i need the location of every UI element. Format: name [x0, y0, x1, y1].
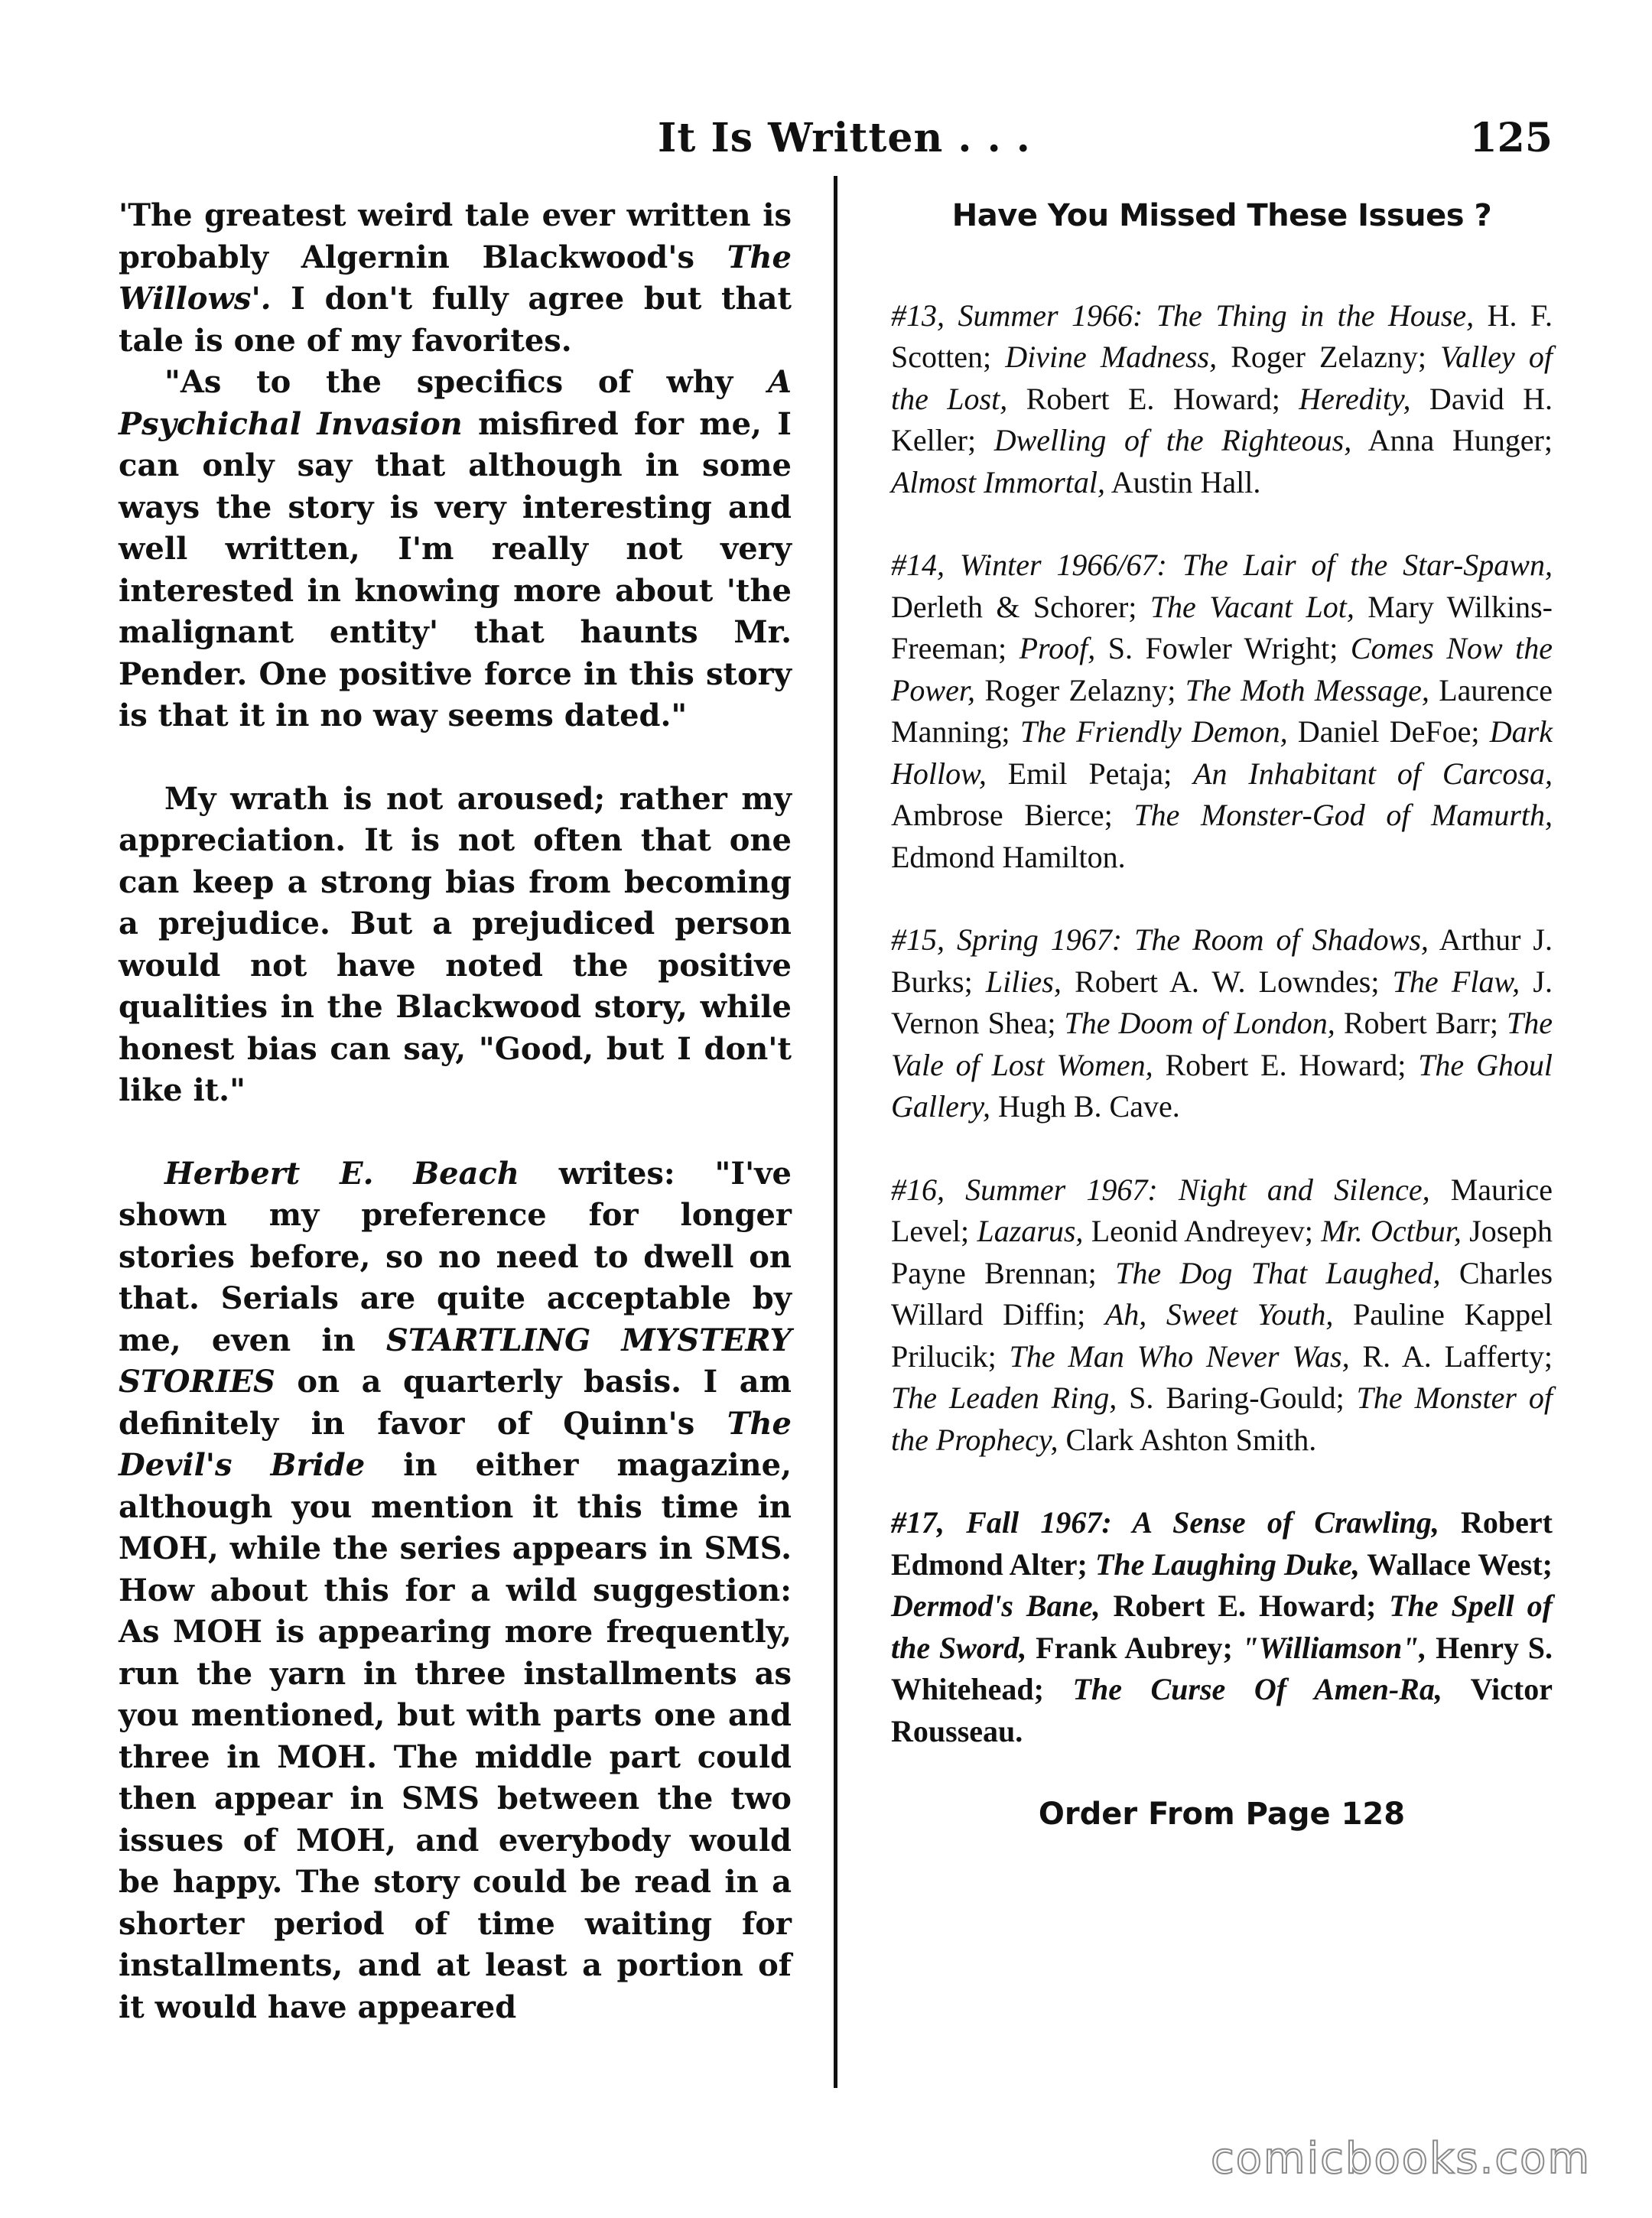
text-run: Laurence Manning;	[891, 672, 1553, 749]
text-run: Robert E. Howard;	[1100, 1589, 1390, 1623]
italic-text-run: Dwelling of the Righteous,	[993, 423, 1352, 457]
text-run: Maurice Level;	[891, 1172, 1553, 1248]
italic-text-run: An Inhabitant of Carcosa,	[1193, 756, 1553, 791]
italic-text-run: #15, Spring 1967: The Room of Shadows,	[891, 922, 1429, 957]
text-run: Roger Zelazny;	[1217, 340, 1441, 374]
italic-text-run: Herbert E. Beach	[164, 1155, 519, 1192]
watermark-logo: comicbooks.com	[1210, 2134, 1591, 2184]
text-run: in either magazine, although you mention it this time in MOH, while the series appears in SMS. How about this for a wild suggestion: As MOH is appearing more frequently, run the yarn in three installments as you mentioned, but with parts one and three in MOH. The middle part could then appear in SMS between the two issues of MOH, and everybody would be happy. The story could be read in a shorter period of time waiting for installments, and at least a portion of it would have appeared	[119, 1447, 792, 2025]
italic-text-run: The Moth Message,	[1185, 672, 1429, 707]
text-run: Joseph Payne Brennan;	[891, 1214, 1553, 1290]
italic-text-run: The Vale of Lost Women,	[891, 1006, 1553, 1082]
text-run: Victor Rousseau.	[891, 1672, 1553, 1748]
italic-text-run: The Curse Of Amen-Ra,	[1072, 1672, 1442, 1706]
issue-13-entry	[891, 295, 1553, 504]
text-run: S. Baring-Gould;	[1117, 1381, 1357, 1415]
text-run: Robert E. Howard;	[1007, 381, 1299, 416]
italic-text-run: #16, Summer 1967: Night and Silence,	[891, 1172, 1430, 1207]
italic-text-run: Heredity,	[1299, 381, 1411, 416]
text-run: Pauline Kappel Prilucik;	[891, 1297, 1553, 1374]
order-footer: Order From Page 128	[1038, 1797, 1406, 1832]
text-run: Robert Edmond Alter;	[891, 1505, 1553, 1582]
italic-text-run: Almost Immortal,	[891, 464, 1105, 499]
text-run: Robert Barr;	[1335, 1006, 1507, 1040]
italic-text-run: Comes Now the Power,	[891, 631, 1553, 707]
text-run: on a quarterly basis. I am definitely in favor of Quinn's	[119, 1364, 792, 1442]
italic-text-run: A Psychichal Invasion	[119, 364, 792, 442]
text-run: I don't fully agree but that tale is one of my favorites.	[119, 281, 792, 359]
italic-text-run: "Williamson",	[1241, 1630, 1427, 1665]
text-run: "As to the specifics of why	[164, 364, 768, 400]
italic-text-run: The Monster-God of Mamurth,	[1133, 798, 1553, 832]
text-run: My wrath is not aroused; rather my appreciation. It is not often that one can keep a strong bias from becoming a prejudice. But a prejudiced person would not have noted the positive qualities in the Blackwood story, while honest bias can say, "Good, but I don't like it."	[119, 780, 792, 1108]
text-run: Anna Hunger;	[1351, 423, 1553, 457]
italic-text-run: #14, Winter 1966/67: The Lair of the Star-Spawn,	[891, 548, 1553, 582]
text-run: S. Fowler Wright;	[1095, 631, 1351, 665]
text-run: Edmond Hamilton.	[891, 839, 1126, 874]
italic-text-run: The Man Who Never Was,	[1009, 1338, 1350, 1374]
letters-column	[119, 195, 792, 2028]
text-run: Emil Petaja;	[986, 756, 1194, 791]
text-run: Robert E. Howard;	[1153, 1047, 1419, 1082]
issue-17-entry	[891, 1502, 1553, 1752]
text-run: Wallace West;	[1359, 1546, 1553, 1582]
text-run: Derleth & Schorer;	[891, 589, 1150, 624]
italic-text-run: Dark Hollow,	[891, 714, 1553, 791]
italic-text-run: The Doom of London,	[1064, 1006, 1335, 1040]
back-issues-heading: Have You Missed These Issues ?	[951, 198, 1492, 233]
italic-text-run: #17, Fall 1967: A Sense of Crawling,	[891, 1505, 1439, 1540]
issue-14-entry	[891, 545, 1553, 878]
italic-text-run: Ah, Sweet Youth,	[1104, 1297, 1334, 1332]
text-run: Robert A. W. Lowndes;	[1061, 964, 1393, 999]
italic-text-run: The Ghoul Gallery,	[891, 1047, 1553, 1124]
italic-text-run: The Willows'.	[119, 239, 792, 317]
italic-text-run: Proof,	[1019, 631, 1096, 665]
text-run: Mary Wilkins-Freeman;	[891, 589, 1553, 665]
italic-text-run: The Spell of the Sword,	[891, 1589, 1553, 1665]
left-paragraph-1	[119, 195, 792, 362]
left-paragraph-3	[119, 779, 792, 1112]
text-run: Charles Willard Diffin;	[891, 1255, 1553, 1332]
text-run: Clark Ashton Smith.	[1058, 1422, 1317, 1457]
italic-text-run: Mr. Octbur,	[1321, 1214, 1462, 1248]
page-number: 125	[1469, 115, 1553, 161]
text-run: 'The greatest weird tale ever written is probably Algernin Blackwood's	[119, 197, 792, 275]
text-run: Leonid Andreyev;	[1083, 1214, 1322, 1248]
text-run: misfired for me, I can only say that although in some ways the story is very interesting and well written, I'm really not very interested in knowing more about 'the malignant entity' that haunts Mr. Pender. One positive force in this story is that it in no way seems dated."	[119, 405, 792, 733]
italic-text-run: #13, Summer 1966: The Thing in the House,	[891, 298, 1475, 333]
italic-text-run: The Leaden Ring,	[891, 1381, 1117, 1415]
back-issues-column	[891, 195, 1553, 1836]
left-paragraph-4	[119, 1153, 792, 2029]
italic-text-run: Lazarus,	[977, 1214, 1084, 1248]
column-divider	[834, 176, 837, 2088]
text-run: Roger Zelazny;	[975, 672, 1185, 707]
italic-text-run: The Friendly Demon,	[1019, 714, 1288, 749]
italic-text-run: Lilies,	[985, 964, 1062, 999]
text-run: J. Vernon Shea;	[891, 964, 1553, 1040]
italic-text-run: Dermod's Bane,	[891, 1589, 1101, 1623]
text-run: Austin Hall.	[1105, 464, 1261, 499]
italic-text-run: The Monster of the Prophecy,	[891, 1381, 1553, 1457]
text-run: H. F. Scotten;	[891, 298, 1553, 374]
italic-text-run: The Flaw,	[1392, 964, 1520, 999]
text-run: R. A. Lafferty;	[1349, 1338, 1553, 1374]
italic-text-run: The Vacant Lot,	[1150, 589, 1354, 624]
italic-text-run: Divine Madness,	[1005, 340, 1218, 374]
text-run: Ambrose Bierce;	[891, 798, 1134, 832]
text-run: David H. Keller;	[891, 381, 1553, 457]
left-paragraph-2	[119, 362, 792, 737]
issue-16-entry	[891, 1169, 1553, 1462]
italic-text-run: The Laughing Duke,	[1094, 1546, 1360, 1582]
italic-text-run: Valley of the Lost,	[891, 340, 1553, 416]
text-run: Arthur J. Burks;	[891, 922, 1553, 999]
italic-text-run: The Devil's Bride	[119, 1405, 792, 1483]
italic-text-run: The Dog That Laughed,	[1115, 1255, 1441, 1290]
text-run: writes: "I've shown my preference for longer stories before, so no need to dwell on that. Serials are quite acceptable by me, even in	[119, 1155, 792, 1358]
issue-15-entry	[891, 919, 1553, 1128]
text-run: Frank Aubrey;	[1026, 1630, 1242, 1665]
text-run: Daniel DeFoe;	[1287, 714, 1490, 749]
italic-text-run: STARTLING MYSTERY STORIES	[119, 1322, 792, 1400]
text-run: Hugh B. Cave.	[990, 1089, 1180, 1124]
text-run: Henry S. Whitehead;	[891, 1630, 1553, 1706]
page-header-title: It Is Written . . .	[658, 115, 1031, 161]
